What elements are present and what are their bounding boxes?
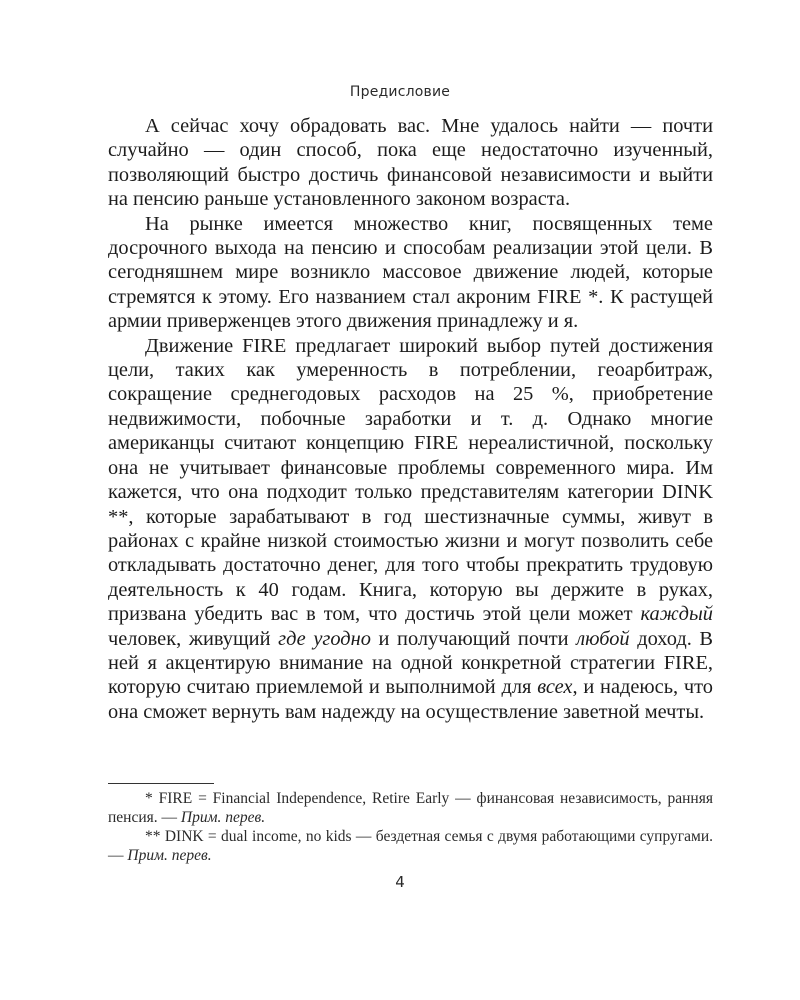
paragraph-3-text: Движение FIRE предлагает широкий выбор путей достижения цели, таких как умеренность в потреблении, геоарбитраж, сокращение среднегодовых расходов на 25 %, приобретение недвижимости, побочные заработки и т. д. Однако многие американцы считают концепцию FIRE нереалистичной, поскольку она не учитывает финансовые проблемы современного мира. Им кажется, что она подходит только представителям категории DINK **, которые зарабатывают в год шестизначные суммы, живут в районах с крайне низкой стоимостью жизни и могут позволить себе откладывать достаточно денег, для того чтобы прекратить трудовую деятельность к 40 годам. Книга, которую вы держите в руках, призвана убедить вас в том, что достичь этой цели может bbox=[108, 334, 713, 626]
footnote-1-text: * FIRE = Financial Independence, Retire Early — финансовая независимость, ранняя пенсия. — bbox=[108, 790, 713, 826]
paragraph-3-text: и получающий почти bbox=[370, 627, 577, 650]
emphasis-any: любой bbox=[576, 627, 630, 650]
main-text bbox=[108, 114, 713, 724]
emphasis-all: всех bbox=[537, 676, 573, 699]
translator-note: Прим. перев. bbox=[127, 847, 212, 864]
footnote-2-text: ** DINK = dual income, no kids — бездетная семья с двумя работающими супругами. — bbox=[108, 828, 713, 864]
paragraph-3 bbox=[108, 334, 713, 725]
paragraph-3-text: человек, живущий bbox=[108, 627, 279, 650]
running-head: Предисловие bbox=[349, 84, 451, 100]
footnote-separator bbox=[108, 783, 214, 784]
emphasis-every: каждый bbox=[640, 603, 713, 626]
footnotes bbox=[108, 789, 713, 865]
paragraph-3-text: доход. В ней я акцентирую внимание на одной конкретной стратегии FIRE, которую считаю приемлемой и выполнимой для bbox=[108, 627, 714, 699]
paragraph-1: А сейчас хочу обрадовать вас. Мне удалось найти — почти случайно — один способ, пока еще недостаточно изученный, позволяющий быстро достичь финансовой независимости и выйти на пенсию раньше установленного законом возраста. bbox=[108, 115, 713, 211]
paragraph-3-text: , и надеюсь, что она сможет вернуть вам надежду на осуществление заветной мечты. bbox=[108, 676, 713, 723]
footnote-2 bbox=[108, 827, 713, 865]
footnote-1 bbox=[108, 789, 713, 827]
emphasis-anywhere: где угодно bbox=[278, 627, 371, 650]
translator-note: Прим. перев. bbox=[180, 809, 266, 826]
page-number: 4 bbox=[395, 873, 405, 891]
paragraph-2: На рынке имеется множество книг, посвященных теме досрочного выхода на пенсию и способам реализации этой цели. В сегодняшнем мире возникло массовое движение людей, которые стремятся к этому. Его названием стал акроним FIRE *. К растущей армии приверженцев этого движения принадлежу и я. bbox=[108, 212, 713, 333]
